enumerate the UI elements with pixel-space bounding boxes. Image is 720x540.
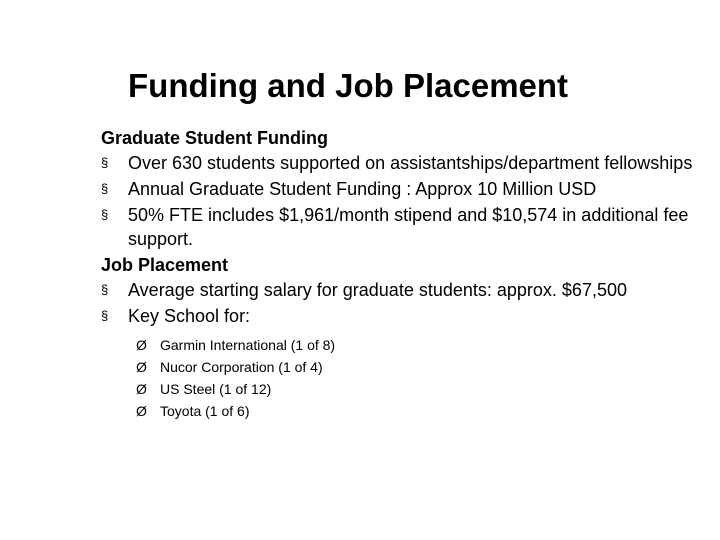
placement-bullet-salary: Average starting salary for graduate students: approx. $67,500 [128,280,627,300]
bullet-icon: § [101,282,109,297]
list-item [101,278,716,302]
bullet-icon: § [101,181,109,196]
list-item [101,203,716,251]
funding-heading: Graduate Student Funding [101,128,328,148]
slide-title: Funding and Job Placement [128,67,569,104]
bullet-icon: § [101,308,109,323]
bullet-icon: § [101,155,109,170]
funding-bullet-stipend: 50% FTE includes $1,961/month stipend and $10,574 in additional fee support. [128,205,689,249]
employer-us-steel: US Steel (1 of 12) [160,381,272,397]
funding-bullet-annual: Annual Graduate Student Funding : Approx 10 Million USD [128,179,597,199]
placement-bullet-key-school: Key School for: [128,306,251,326]
list-item [136,378,716,400]
list-item [101,177,716,201]
arrow-icon: Ø [136,381,147,397]
list-item [101,304,716,328]
funding-bullet-students: Over 630 students supported on assistantships/department fellowships [128,153,693,173]
placement-heading: Job Placement [101,255,229,275]
bullet-icon: § [101,207,109,222]
arrow-icon: Ø [136,403,147,419]
employer-nucor: Nucor Corporation (1 of 4) [160,359,323,375]
list-item [101,151,716,175]
list-item [136,334,716,356]
employer-toyota: Toyota (1 of 6) [160,403,250,419]
employer-garmin: Garmin International (1 of 8) [160,337,336,353]
arrow-icon: Ø [136,337,147,353]
list-item [136,400,716,422]
arrow-icon: Ø [136,359,147,375]
slide-content [101,126,716,422]
list-item [136,356,716,378]
employer-list [136,334,716,422]
